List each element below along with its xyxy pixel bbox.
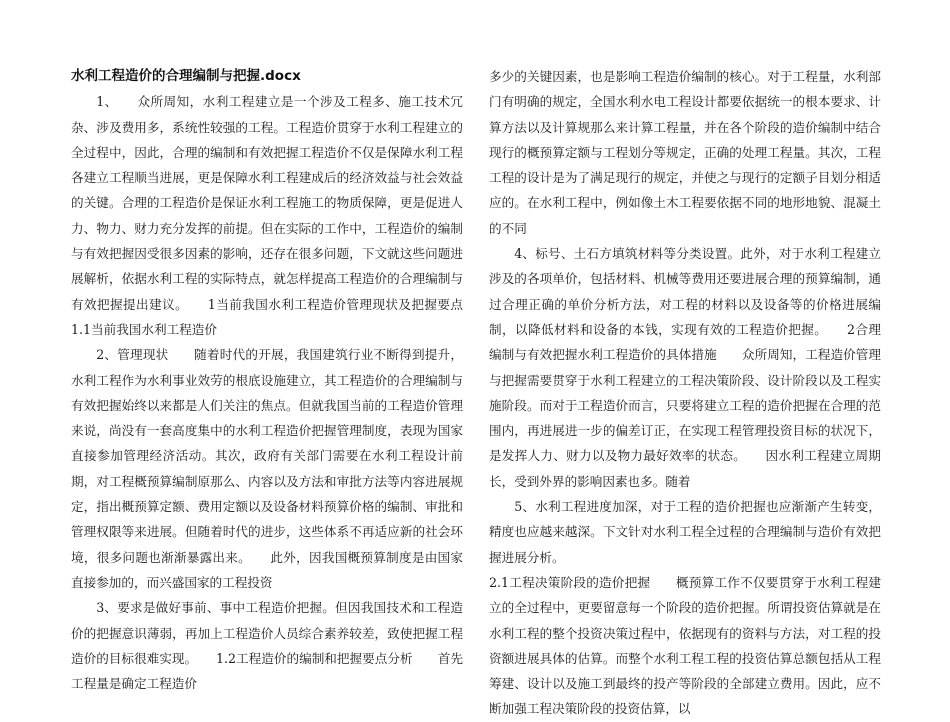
right-column bbox=[489, 64, 881, 722]
paragraph-3-continued: 多少的关键因素，也是影响工程造价编制的核心。对于工程量，水利部门有明确的规定，全国水利水电工程设计都要依据统一的根本要求、计算方法以及计算规那么来计算工程量，并在各个阶段的造价编制中结合现行的概预算定额与工程划分等规定，正确的处理工程量。其次，工程工程的设计是为了满足现行的规定，并使之与现行的定额子目划分相适应的。在水利工程中，例如像土木工程要依据不同的地形地貌、混凝土的不同 bbox=[489, 69, 881, 236]
paragraph-5: 5、水利工程进度加深，对于工程的造价把握也应渐渐产生转变，精度也应越来越深。下文针对水利工程全过程的合理编制与造价有效把握进展分析。 bbox=[489, 499, 881, 565]
left-column bbox=[71, 64, 489, 696]
paragraph-1: 1、 众所周知，水利工程建立是一个涉及工程多、施工技术冗杂、涉及费用多，系统性较强的工程。工程造价贯穿于水利工程建立的全过程中，因此，合理的编制和有效把握工程造价不仅是保障水利工程各建立工程顺当进展，更是保障水利工程建成后的经济效益与社会效益的关键。合理的工程造价是保证水利工程施工的物质保障，更是促进人力、物力、财力充分发挥的前提。但在实际的工作中，工程造价的编制与有效把握因受很多因素的影响，还存在很多问题，下文就这些问题进展解析，依据水利工程的实际特点，就怎样提高工程造价的合理编制与有效把握提出建议。 1当前我国水利工程造价管理现状及把握要点 1.1当前我国水利工程造价 bbox=[71, 94, 489, 337]
paragraph-5-subsection: 2.1工程决策阶段的造价把握 概预算工作不仅要贯穿于水利工程建立的全过程中，更要留意每一个阶段的造价把握。所谓投资估算就是在水利工程的整个投资决策过程中，依据现有的资料与方法，对工程的投资额进展具体的估算。而整个水利工程工程的投资估算总额包括从工程筹建、设计以及施工到最终的投产等阶段的全部建立费用。因此，应不断加强工程决策阶段的投资估算，以 bbox=[489, 574, 881, 717]
paragraph-2: 2、管理现状 随着时代的开展，我国建筑行业不断得到提升，水利工程作为水利事业效劳的根底设施建立，其工程造价的合理编制与有效把握始终以来都是人们关注的焦点。但就我国当前的工程造价管理来说，尚没有一套高度集中的水利工程造价把握管理制度，表现为国家直接参加管理经济活动。其次，政府有关部门需要在水利工程设计前期，对工程概预算编制原那么、内容以及方法和审批方法等内容进展规定，指出概预算定额、费用定额以及设备材料预算价格的编制、审批和管理权限等来进展。但随着时代的进步，这些体系不再适应新的社会环境，很多问题也渐渐暴露出来。 此外，因我国概预算制度是由国家直接参加的，而兴盛国家的工程投资 bbox=[71, 347, 463, 590]
paragraph-4: 4、标号、土石方填筑材料等分类设置。此外，对于水利工程建立涉及的各项单价，包括材料、机械等费用还要进展合理的预算编制，通过合理正确的单价分析方法，对工程的材料以及设备等的价格进展编制，以降低材料和设备的本钱，实现有效的工程造价把握。 2合理编制与有效把握水利工程造价的具体措施 众所周知，工程造价管理与把握需要贯穿于水利工程建立的工程决策阶段、设计阶段以及工程实施阶段。而对于工程造价而言，只要将建立工程的造价把握在合理的范围内，再进展进一步的偏差订正，在实现工程管理投资目标的状况下，是发挥人力、财力以及物力最好效率的状态。 因水利工程建立周期长，受到外界的影响因素也多。随着 bbox=[489, 246, 881, 489]
document-title: 水利工程造价的合理编制与把握.docx bbox=[71, 68, 301, 84]
paragraph-3: 3、要求是做好事前、事中工程造价把握。但因我国技术和工程造价的把握意识薄弱，再加上工程造价人员综合素养较差，致使把握工程造价的目标很难实现。 1.2工程造价的编制和把握要点分析 首先工程量是确定工程造价 bbox=[71, 600, 463, 692]
